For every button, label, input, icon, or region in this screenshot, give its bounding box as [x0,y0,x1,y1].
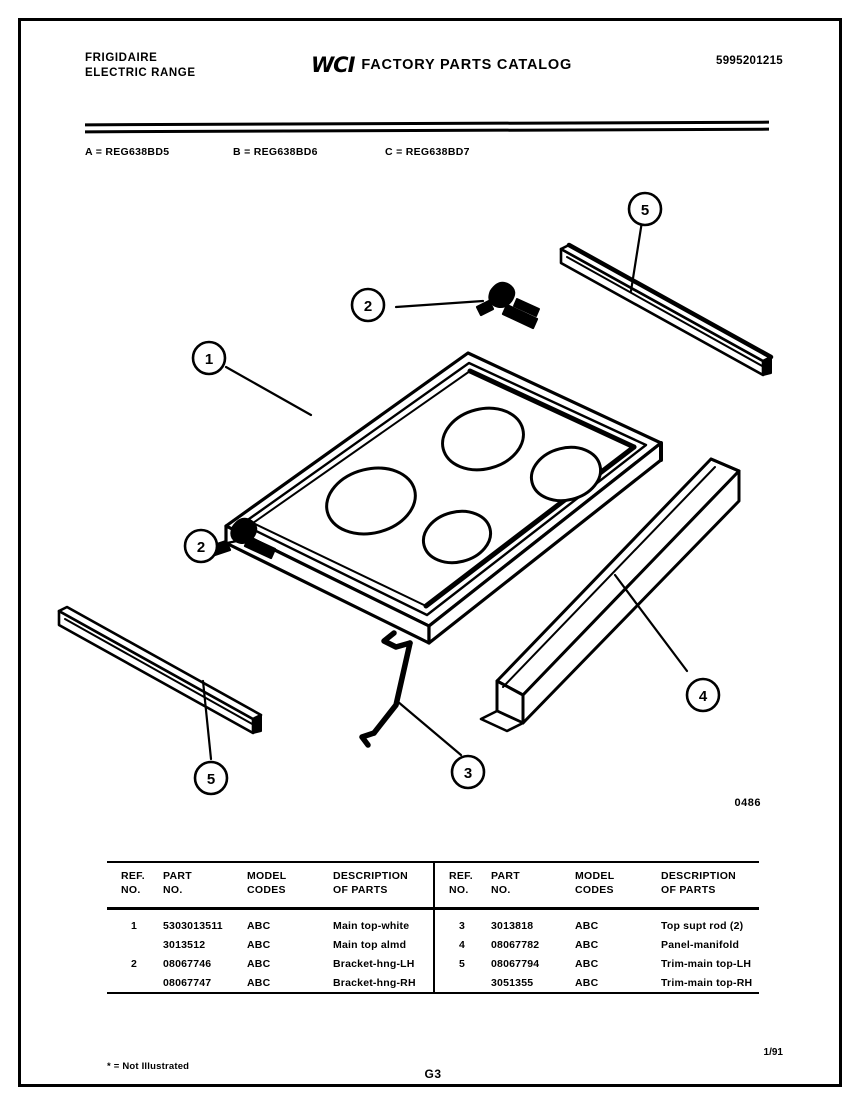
drawing-code: 0486 [734,797,761,809]
column-header-ref-line1: REF. [121,870,145,882]
product-category: ELECTRIC RANGE [85,67,196,79]
column-header-desc-line1-right: DESCRIPTION [661,870,737,882]
revision-date: 1/91 [763,1047,783,1058]
cell-model-codes: ABC [247,920,271,932]
not-illustrated-note: * = Not Illustrated [107,1061,190,1072]
cell-ref-no: 2 [130,958,138,970]
exploded-view-illustration [21,171,839,861]
column-header-part-no-right [491,869,520,897]
column-header-part-line1-right: PART [491,870,521,882]
catalog-title: FACTORY PARTS CATALOG [361,57,573,73]
cell-description: Trim-main top-RH [661,977,753,989]
table-header-row [107,863,759,907]
brand-block [85,51,196,81]
wci-logo: WCI [311,53,355,77]
cell-ref-no: 1 [130,920,138,932]
trim-main-top-right [561,245,771,375]
cell-model-codes: ABC [247,939,271,951]
brand-name: FRIGIDAIRE [85,52,158,64]
callout-label-5-right: 5 [640,202,650,219]
table-header-right [435,863,761,907]
table-body-left [107,910,433,992]
trim-main-top-left [59,607,261,733]
column-header-part-line2-right: NO. [491,884,511,896]
column-header-part-line1: PART [163,870,193,882]
callout-label-2-top: 2 [363,298,373,315]
column-header-part-no [163,869,192,897]
column-header-ref-no-right [449,869,473,897]
callout-label-5-left: 5 [206,771,216,788]
model-code-a: A = REG638BD5 [85,146,170,158]
cell-model-codes: ABC [575,939,599,951]
header-rule-lower [85,128,769,134]
document-number: 5995201215 [716,55,783,67]
cell-part-no: 08067782 [491,939,540,951]
cell-description: Main top-white [333,920,410,932]
column-header-description-right [661,869,736,897]
column-header-ref-line2-right: NO. [449,884,469,896]
column-header-code-line1: MODEL [247,870,287,882]
column-header-ref-line2: NO. [121,884,141,896]
cell-part-no: 08067794 [491,958,540,970]
column-header-description [333,869,408,897]
cell-part-no: 3013818 [491,920,534,932]
cell-description: Trim-main top-LH [661,958,752,970]
table-body [107,910,759,992]
model-code-c: C = REG638BD7 [385,146,470,158]
callout-label-1: 1 [204,351,214,368]
parts-table [107,861,759,994]
column-header-part-line2: NO. [163,884,183,896]
cell-model-codes: ABC [247,958,271,970]
page-number: G3 [424,1067,442,1081]
column-header-code-line2: CODES [247,884,286,896]
callout-label-3: 3 [463,765,473,782]
cell-part-no: 5303013511 [163,920,223,932]
column-header-desc-line2: OF PARTS [333,884,388,896]
cell-description: Main top almd [333,939,407,951]
column-header-desc-line1: DESCRIPTION [333,870,409,882]
cell-model-codes: ABC [575,920,599,932]
cell-part-no: 08067746 [163,958,212,970]
callout-label-4: 4 [698,688,708,705]
cell-description: Panel-manifold [661,939,740,951]
cell-description: Bracket-hng-RH [333,977,416,989]
page-border [18,18,842,1087]
hinge-bracket-top [477,283,539,328]
column-header-ref-line1-right: REF. [449,870,473,882]
cell-ref-no: 4 [458,939,466,951]
cell-description: Bracket-hng-LH [333,958,415,970]
cell-model-codes: ABC [575,958,599,970]
cell-model-codes: ABC [575,977,599,989]
column-header-desc-line2-right: OF PARTS [661,884,716,896]
cell-ref-no: 5 [458,958,466,970]
column-header-ref-no [121,869,145,897]
table-bottom-rule [107,992,759,994]
catalog-title-block [311,53,572,77]
header-rule-upper [85,121,769,127]
column-header-code-line1-right: MODEL [575,870,615,882]
cell-part-no: 3013512 [163,939,206,951]
cell-part-no: 08067747 [163,977,212,989]
top-support-rod [362,633,410,745]
table-body-right [435,910,761,992]
cell-description: Top supt rod (2) [661,920,744,932]
callout-label-2-left: 2 [196,539,206,556]
cell-model-codes: ABC [247,977,271,989]
column-header-model-codes-right [575,869,614,897]
cell-part-no: 3051355 [491,977,534,989]
column-header-code-line2-right: CODES [575,884,614,896]
model-code-b: B = REG638BD6 [233,146,318,158]
cell-ref-no: 3 [458,920,466,932]
column-header-model-codes [247,869,286,897]
table-header-left [107,863,433,907]
